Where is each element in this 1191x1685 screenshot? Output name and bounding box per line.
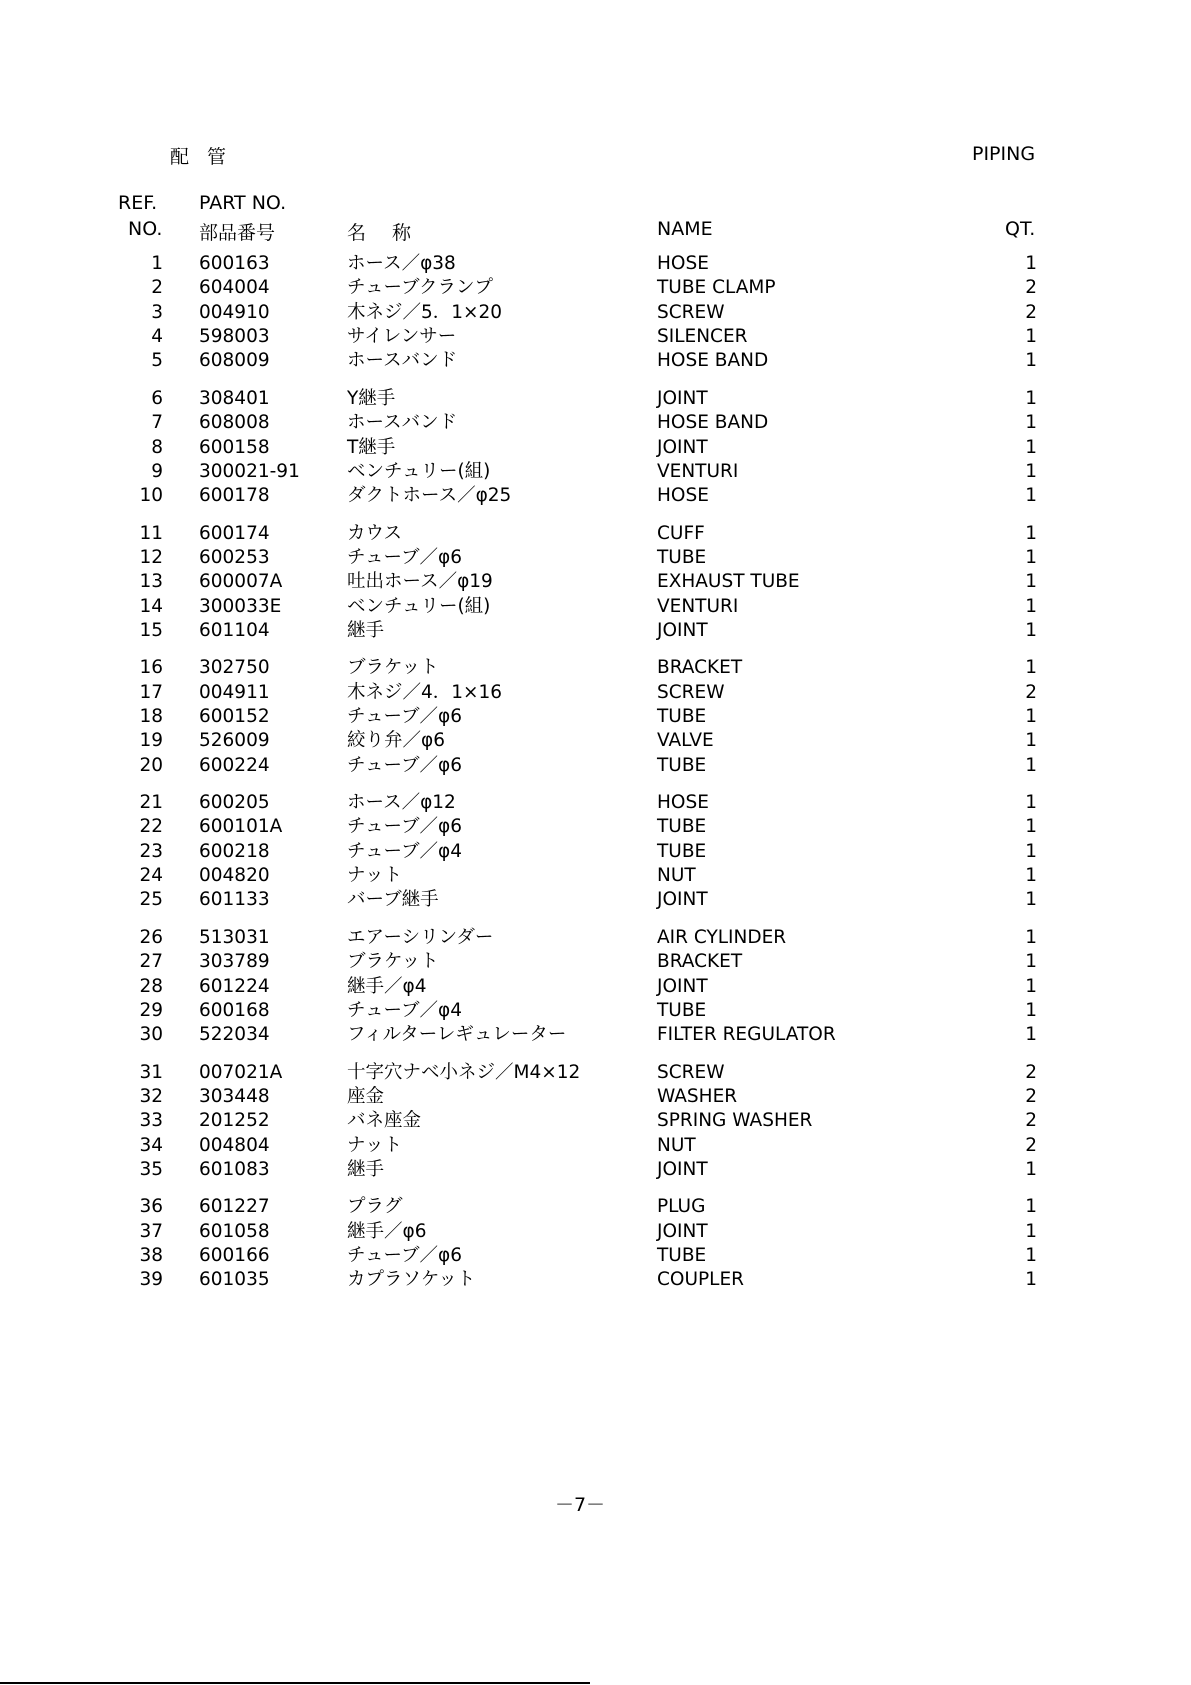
table-row	[0, 1268, 1191, 1292]
name-japanese: 座金	[347, 1085, 385, 1107]
ref-number: 33	[139, 1110, 163, 1132]
part-number: 600163	[199, 253, 270, 274]
part-number: 601133	[199, 889, 270, 911]
name-english: HOSE BAND	[657, 350, 769, 372]
part-number: 600168	[199, 999, 270, 1021]
quantity: 2	[1025, 1061, 1037, 1083]
quantity: 1	[1025, 865, 1037, 887]
page-number: －7－	[554, 1494, 606, 1516]
quantity: 1	[1025, 460, 1037, 482]
table-row	[0, 681, 1191, 705]
ref-number: 13	[139, 571, 163, 593]
part-number: 201252	[199, 1110, 270, 1132]
part-number: 526009	[199, 730, 270, 752]
ref-number: 21	[139, 792, 163, 813]
ref-number: 30	[139, 1024, 163, 1046]
part-number: 608008	[199, 412, 270, 434]
part-number: 600178	[199, 485, 270, 507]
name-japanese: サイレンサー	[347, 326, 457, 348]
name-japanese: T継手	[347, 436, 396, 458]
ref-number: 12	[139, 546, 163, 568]
name-english: BRACKET	[657, 657, 743, 679]
quantity: 1	[1025, 546, 1037, 568]
quantity: 1	[1025, 1220, 1037, 1242]
ref-number: 8	[151, 436, 163, 458]
part-number: 303448	[199, 1085, 270, 1107]
ref-number: 26	[139, 926, 163, 948]
name-japanese: 木ネジ／4．1×16	[347, 681, 503, 703]
header-ref-line2: NO.	[128, 218, 163, 240]
name-english: AIR CYLINDER	[657, 926, 787, 948]
name-japanese: ブラケット	[347, 951, 439, 973]
table-row	[0, 729, 1191, 753]
table-row	[0, 815, 1191, 839]
quantity: 1	[1025, 571, 1037, 593]
quantity: 1	[1025, 889, 1037, 911]
part-number: 600174	[199, 522, 270, 544]
table-row	[0, 926, 1191, 950]
quantity: 2	[1025, 1110, 1037, 1132]
part-number: 303789	[199, 951, 270, 973]
table-row	[0, 705, 1191, 729]
ref-number: 32	[139, 1085, 163, 1107]
name-english: SCREW	[657, 1061, 725, 1083]
table-row	[0, 975, 1191, 999]
name-japanese: ホース／φ38	[347, 253, 456, 274]
section-title-english: PIPING	[972, 143, 1036, 165]
quantity: 1	[1025, 975, 1037, 997]
quantity: 2	[1025, 681, 1037, 703]
section-title-japanese: 配 管	[170, 146, 233, 168]
name-japanese: ナット	[347, 1134, 403, 1156]
name-english: JOINT	[657, 889, 708, 911]
part-number: 522034	[199, 1024, 270, 1046]
ref-number: 2	[151, 277, 163, 299]
quantity: 1	[1025, 436, 1037, 458]
name-japanese: 継手／φ6	[347, 1220, 427, 1242]
name-english: SPRING WASHER	[657, 1110, 813, 1132]
quantity: 1	[1025, 350, 1037, 372]
name-japanese: 継手	[347, 619, 385, 641]
name-japanese: ダクトホース／φ25	[347, 485, 512, 507]
quantity: 1	[1025, 412, 1037, 434]
name-japanese: チューブ／φ6	[347, 706, 462, 727]
ref-number: 7	[151, 412, 163, 434]
name-english: HOSE	[657, 792, 709, 813]
part-number: 600152	[199, 706, 270, 727]
table-row	[0, 325, 1191, 349]
header-part-no: PART NO.	[199, 192, 287, 214]
ref-number: 11	[139, 522, 163, 544]
name-english: TUBE	[657, 816, 707, 838]
part-number: 600205	[199, 792, 270, 813]
table-row	[0, 754, 1191, 778]
table-row	[0, 252, 1191, 276]
name-japanese: ホース／φ12	[347, 792, 456, 813]
name-english: JOINT	[657, 387, 708, 409]
header-ref-line1: REF.	[118, 192, 158, 214]
table-row	[0, 460, 1191, 484]
name-english: BRACKET	[657, 951, 743, 973]
name-japanese: ベンチュリー(組)	[347, 460, 491, 482]
table-row	[0, 484, 1191, 508]
header-part-no-japanese: 部品番号	[199, 222, 276, 244]
name-english: COUPLER	[657, 1269, 745, 1291]
part-number: 600101A	[199, 816, 283, 838]
quantity: 1	[1025, 1245, 1037, 1266]
ref-number: 36	[139, 1196, 163, 1218]
table-row	[0, 522, 1191, 546]
quantity: 2	[1025, 277, 1037, 299]
part-number: 600166	[199, 1245, 270, 1266]
name-japanese: 継手／φ4	[347, 975, 427, 997]
table-row	[0, 301, 1191, 325]
quantity: 1	[1025, 1269, 1037, 1291]
ref-number: 35	[139, 1158, 163, 1180]
quantity: 1	[1025, 999, 1037, 1021]
name-english: PLUG	[657, 1196, 706, 1218]
table-row	[0, 1220, 1191, 1244]
ref-number: 5	[151, 350, 163, 372]
ref-number: 28	[139, 975, 163, 997]
table-row	[0, 656, 1191, 680]
part-number: 598003	[199, 326, 270, 348]
quantity: 1	[1025, 1024, 1037, 1046]
table-row	[0, 791, 1191, 815]
name-japanese: フィルターレギュレーター	[347, 1024, 567, 1046]
name-english: VENTURI	[657, 595, 739, 617]
quantity: 2	[1025, 1085, 1037, 1107]
part-number: 004804	[199, 1134, 270, 1156]
quantity: 1	[1025, 792, 1037, 813]
name-english: CUFF	[657, 522, 705, 544]
quantity: 1	[1025, 253, 1037, 274]
name-japanese: ベンチュリー(組)	[347, 595, 491, 617]
table-row	[0, 1109, 1191, 1133]
name-english: SCREW	[657, 301, 725, 323]
quantity: 1	[1025, 706, 1037, 727]
ref-number: 24	[139, 865, 163, 887]
table-row	[0, 888, 1191, 912]
name-english: JOINT	[657, 1158, 708, 1180]
table-row	[0, 436, 1191, 460]
quantity: 1	[1025, 657, 1037, 679]
name-english: HOSE	[657, 485, 709, 507]
table-row	[0, 1244, 1191, 1268]
part-number: 600224	[199, 754, 270, 776]
name-japanese: プラグ	[347, 1196, 403, 1218]
table-row	[0, 1061, 1191, 1085]
table-row	[0, 999, 1191, 1023]
ref-number: 39	[139, 1269, 163, 1291]
quantity: 1	[1025, 840, 1037, 862]
table-row	[0, 1158, 1191, 1182]
quantity: 1	[1025, 730, 1037, 752]
table-row	[0, 570, 1191, 594]
ref-number: 1	[151, 253, 163, 274]
ref-number: 14	[139, 595, 163, 617]
part-number: 513031	[199, 926, 270, 948]
quantity: 1	[1025, 326, 1037, 348]
name-english: VALVE	[657, 730, 714, 752]
part-number: 004911	[199, 681, 270, 703]
part-number: 308401	[199, 387, 270, 409]
table-row	[0, 1023, 1191, 1047]
table-row	[0, 864, 1191, 888]
name-english: TUBE	[657, 706, 707, 727]
bottom-rule	[0, 1682, 590, 1684]
part-number: 601224	[199, 975, 270, 997]
part-number: 601227	[199, 1196, 270, 1218]
ref-number: 34	[139, 1134, 163, 1156]
name-english: TUBE	[657, 999, 707, 1021]
part-number: 600253	[199, 546, 270, 568]
quantity: 1	[1025, 485, 1037, 507]
name-english: FILTER REGULATOR	[657, 1024, 836, 1046]
name-english: EXHAUST TUBE	[657, 571, 800, 593]
name-english: NUT	[657, 865, 696, 887]
quantity: 1	[1025, 387, 1037, 409]
header-name-japanese: 名 称	[347, 222, 422, 244]
quantity: 1	[1025, 926, 1037, 948]
quantity: 1	[1025, 1196, 1037, 1218]
name-japanese: カプラソケット	[347, 1269, 476, 1291]
table-row	[0, 546, 1191, 570]
table-row	[0, 387, 1191, 411]
ref-number: 16	[139, 657, 163, 679]
ref-number: 17	[139, 681, 163, 703]
table-row	[0, 619, 1191, 643]
ref-number: 9	[151, 460, 163, 482]
part-number: 601104	[199, 619, 270, 641]
name-japanese: バネ座金	[347, 1110, 422, 1132]
name-english: TUBE	[657, 546, 707, 568]
ref-number: 23	[139, 840, 163, 862]
name-japanese: チューブ／φ6	[347, 816, 462, 838]
name-japanese: チューブ／φ6	[347, 754, 462, 776]
name-japanese: チューブ／φ6	[347, 1245, 462, 1266]
name-english: HOSE	[657, 253, 709, 274]
quantity: 1	[1025, 816, 1037, 838]
ref-number: 3	[151, 301, 163, 323]
header-name-english: NAME	[657, 218, 713, 240]
quantity: 1	[1025, 951, 1037, 973]
name-english: JOINT	[657, 436, 708, 458]
quantity: 2	[1025, 301, 1037, 323]
ref-number: 29	[139, 999, 163, 1021]
table-row	[0, 1085, 1191, 1109]
table-row	[0, 349, 1191, 373]
name-japanese: ホースバンド	[347, 412, 458, 434]
table-row	[0, 1195, 1191, 1219]
name-japanese: 十字穴ナベ小ネジ／M4×12	[347, 1061, 581, 1083]
part-number: 004820	[199, 865, 270, 887]
name-japanese: ホースバンド	[347, 350, 458, 372]
quantity: 1	[1025, 754, 1037, 776]
ref-number: 10	[139, 485, 163, 507]
name-japanese: ブラケット	[347, 657, 439, 679]
name-english: TUBE	[657, 754, 707, 776]
ref-number: 19	[139, 730, 163, 752]
part-number: 601035	[199, 1269, 270, 1291]
name-japanese: ナット	[347, 865, 403, 887]
quantity: 1	[1025, 1158, 1037, 1180]
name-japanese: チューブ／φ6	[347, 546, 462, 568]
ref-number: 18	[139, 706, 163, 727]
name-japanese: 絞り弁／φ6	[347, 730, 445, 752]
name-japanese: 吐出ホース／φ19	[347, 571, 493, 593]
header-quantity: QT.	[1005, 218, 1036, 240]
quantity: 2	[1025, 1134, 1037, 1156]
name-japanese: チューブクランプ	[347, 277, 493, 299]
quantity: 1	[1025, 595, 1037, 617]
part-number: 302750	[199, 657, 270, 679]
ref-number: 31	[139, 1061, 163, 1083]
name-japanese: エアーシリンダー	[347, 926, 494, 948]
name-english: NUT	[657, 1134, 696, 1156]
ref-number: 15	[139, 619, 163, 641]
part-number: 604004	[199, 277, 270, 299]
name-japanese: チューブ／φ4	[347, 999, 462, 1021]
name-english: HOSE BAND	[657, 412, 769, 434]
part-number: 004910	[199, 301, 270, 323]
ref-number: 4	[151, 326, 163, 348]
quantity: 1	[1025, 522, 1037, 544]
name-english: JOINT	[657, 975, 708, 997]
name-japanese: Y継手	[347, 387, 396, 409]
ref-number: 25	[139, 889, 163, 911]
part-number: 300021-91	[199, 460, 300, 482]
table-row	[0, 276, 1191, 300]
name-japanese: チューブ／φ4	[347, 840, 462, 862]
name-japanese: カウス	[347, 522, 402, 544]
ref-number: 27	[139, 951, 163, 973]
part-number: 608009	[199, 350, 270, 372]
part-number: 600218	[199, 840, 270, 862]
name-english: TUBE	[657, 840, 707, 862]
part-number: 600158	[199, 436, 270, 458]
name-english: JOINT	[657, 1220, 708, 1242]
name-japanese: バーブ継手	[347, 889, 439, 911]
name-english: VENTURI	[657, 460, 739, 482]
table-row	[0, 411, 1191, 435]
name-japanese: 継手	[347, 1158, 385, 1180]
part-number: 007021A	[199, 1061, 283, 1083]
ref-number: 6	[151, 387, 163, 409]
quantity: 1	[1025, 619, 1037, 641]
table-row	[0, 1134, 1191, 1158]
name-english: TUBE	[657, 1245, 707, 1266]
name-english: SILENCER	[657, 326, 748, 348]
table-row	[0, 595, 1191, 619]
table-row	[0, 950, 1191, 974]
part-number: 601083	[199, 1158, 270, 1180]
ref-number: 38	[139, 1245, 163, 1266]
table-row	[0, 840, 1191, 864]
ref-number: 22	[139, 816, 163, 838]
name-japanese: 木ネジ／5．1×20	[347, 301, 503, 323]
ref-number: 20	[139, 754, 163, 776]
name-english: JOINT	[657, 619, 708, 641]
name-english: WASHER	[657, 1085, 738, 1107]
ref-number: 37	[139, 1220, 163, 1242]
name-english: SCREW	[657, 681, 725, 703]
name-english: TUBE CLAMP	[657, 277, 776, 299]
part-number: 300033E	[199, 595, 282, 617]
part-number: 600007A	[199, 571, 283, 593]
part-number: 601058	[199, 1220, 270, 1242]
